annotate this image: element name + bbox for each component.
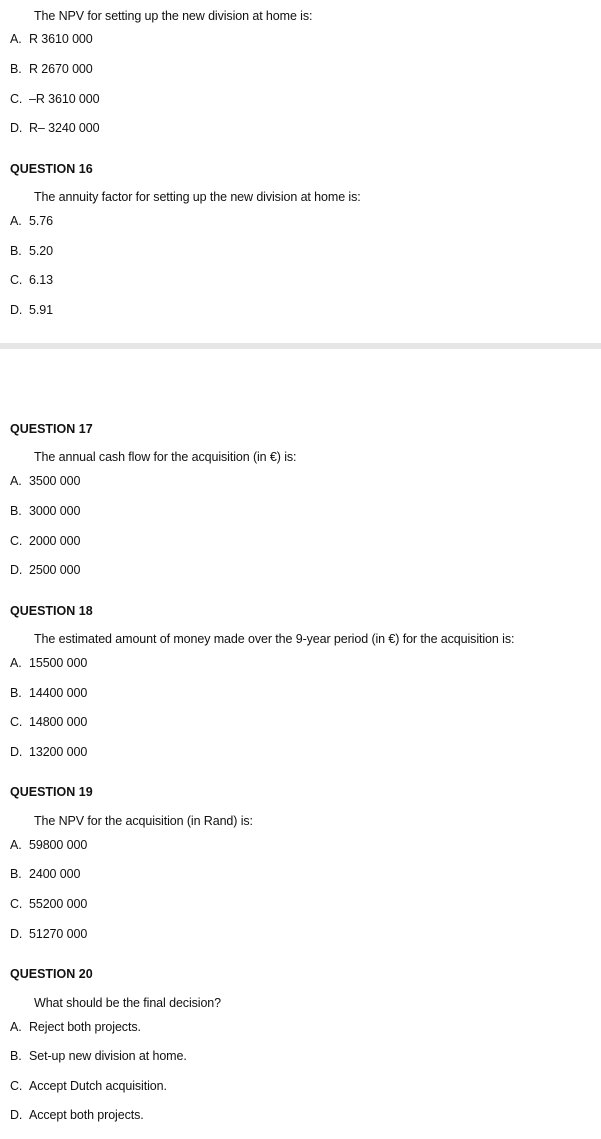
page-divider — [0, 343, 601, 349]
question-heading: QUESTION 16 — [10, 162, 93, 176]
answer-option-b — [10, 866, 80, 882]
answer-option-d — [10, 562, 80, 578]
option-letter: C. — [10, 897, 23, 911]
option-text: 59800 000 — [29, 838, 88, 852]
option-text: 6.13 — [29, 273, 53, 287]
question-heading: QUESTION 17 — [10, 422, 93, 436]
answer-option-c — [10, 1078, 167, 1094]
option-letter: C. — [10, 715, 23, 729]
option-text: 2500 000 — [29, 563, 81, 577]
option-letter: D. — [10, 121, 23, 135]
question-heading: QUESTION 18 — [10, 604, 93, 618]
answer-option-a — [10, 1019, 141, 1035]
answer-option-a — [10, 213, 53, 229]
option-letter: B. — [10, 244, 22, 258]
option-text: Reject both projects. — [29, 1020, 141, 1034]
option-letter: B. — [10, 1049, 22, 1063]
question-stem: The NPV for setting up the new division at home is: — [34, 9, 313, 23]
option-letter: A. — [10, 474, 22, 488]
answer-option-a — [10, 473, 80, 489]
option-text: R 3610 000 — [29, 32, 93, 46]
option-text: 3000 000 — [29, 504, 81, 518]
question-stem: What should be the final decision? — [34, 996, 221, 1010]
option-letter: C. — [10, 1079, 23, 1093]
option-text: 14800 000 — [29, 715, 88, 729]
answer-option-c — [10, 714, 87, 730]
option-text: 3500 000 — [29, 474, 81, 488]
question-heading: QUESTION 20 — [10, 967, 93, 981]
option-text: 5.76 — [29, 214, 53, 228]
option-letter: D. — [10, 303, 23, 317]
option-text: 14400 000 — [29, 686, 88, 700]
answer-option-b — [10, 1048, 187, 1064]
option-text: Set-up new division at home. — [29, 1049, 187, 1063]
option-text: 13200 000 — [29, 745, 88, 759]
option-text: Accept Dutch acquisition. — [29, 1079, 167, 1093]
option-letter: A. — [10, 1020, 22, 1034]
question-stem: The NPV for the acquisition (in Rand) is: — [34, 814, 253, 828]
question-stem: The estimated amount of money made over the 9-year period (in €) for the acquisition is: — [34, 632, 515, 646]
answer-option-c — [10, 533, 80, 549]
option-letter: D. — [10, 1108, 23, 1122]
option-text: 51270 000 — [29, 927, 88, 941]
option-text: R– 3240 000 — [29, 121, 100, 135]
option-text: R 2670 000 — [29, 62, 93, 76]
option-letter: A. — [10, 214, 22, 228]
answer-option-c — [10, 272, 53, 288]
option-text: Accept both projects. — [29, 1108, 144, 1122]
answer-option-d — [10, 744, 87, 760]
option-letter: D. — [10, 563, 23, 577]
option-text: –R 3610 000 — [29, 92, 100, 106]
answer-option-c — [10, 91, 100, 107]
answer-option-d — [10, 926, 87, 942]
answer-option-b — [10, 685, 87, 701]
answer-option-a — [10, 655, 87, 671]
answer-option-d — [10, 1107, 144, 1123]
option-letter: B. — [10, 867, 22, 881]
answer-option-a — [10, 837, 87, 853]
question-heading: QUESTION 19 — [10, 785, 93, 799]
option-text: 15500 000 — [29, 656, 88, 670]
answer-option-c — [10, 896, 87, 912]
question-stem: The annual cash flow for the acquisition (in €) is: — [34, 450, 297, 464]
answer-option-d — [10, 302, 53, 318]
answer-option-b — [10, 243, 53, 259]
option-letter: B. — [10, 504, 22, 518]
option-letter: C. — [10, 92, 23, 106]
option-letter: B. — [10, 62, 22, 76]
option-letter: C. — [10, 534, 23, 548]
option-letter: A. — [10, 656, 22, 670]
option-text: 5.20 — [29, 244, 53, 258]
option-letter: A. — [10, 838, 22, 852]
answer-option-a — [10, 31, 93, 47]
option-letter: C. — [10, 273, 23, 287]
option-letter: D. — [10, 927, 23, 941]
answer-option-b — [10, 61, 93, 77]
answer-option-d — [10, 120, 100, 136]
option-letter: A. — [10, 32, 22, 46]
answer-option-b — [10, 503, 80, 519]
option-text: 5.91 — [29, 303, 53, 317]
option-text: 2400 000 — [29, 867, 81, 881]
question-stem: The annuity factor for setting up the new division at home is: — [34, 190, 361, 204]
option-text: 2000 000 — [29, 534, 81, 548]
option-letter: B. — [10, 686, 22, 700]
option-letter: D. — [10, 745, 23, 759]
option-text: 55200 000 — [29, 897, 88, 911]
